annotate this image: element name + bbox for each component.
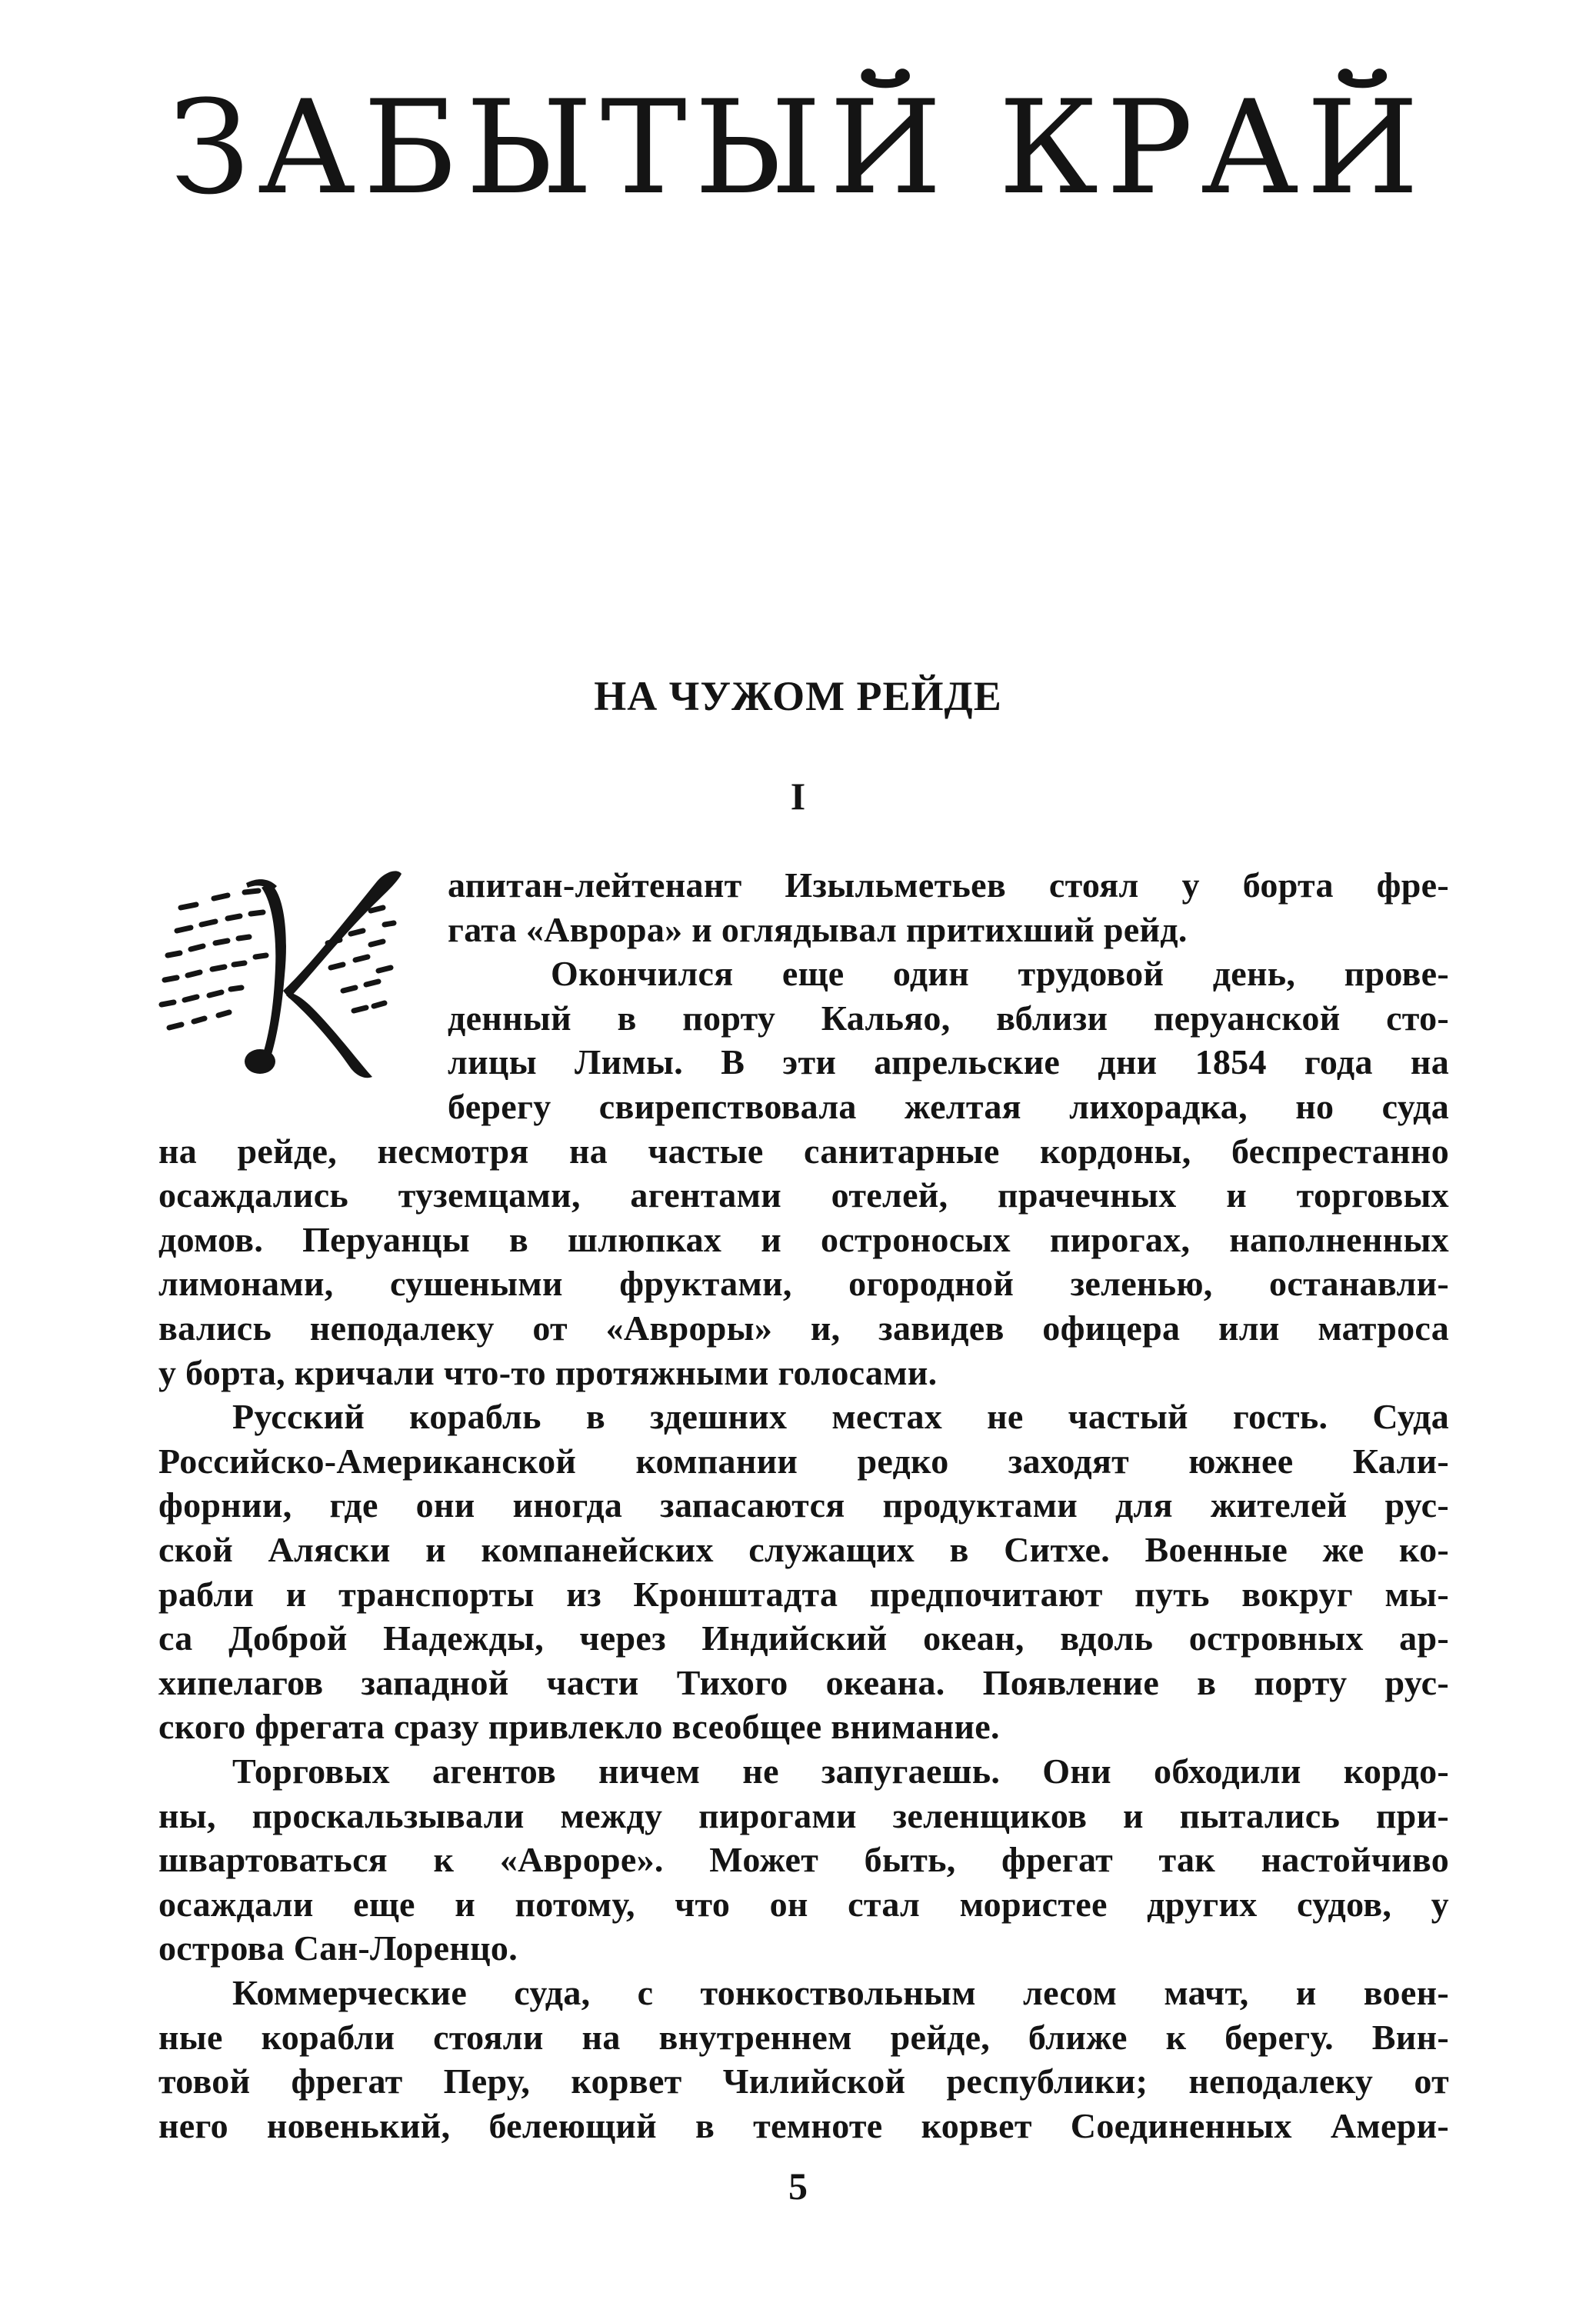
text-line: Российско-Американской компании редко заходят южнее Кали- — [158, 1441, 1449, 1481]
chapter-title: НА ЧУЖОМ РЕЙДЕ — [594, 673, 1002, 719]
text-line: швартоваться к «Авроре». Может быть, фрегат так настойчиво — [158, 1840, 1449, 1880]
text-line: осаждали еще и потому, что он стал мористее других судов, у — [158, 1884, 1449, 1924]
text-line: апитан-лейтенант Изыльметьев стоял у борта фре- — [448, 865, 1449, 905]
text-line: него новенький, белеющий в темноте корвет Соединенных Амери- — [158, 2105, 1449, 2145]
text-line: лицы Лимы. В эти апрельские дни 1854 года на — [448, 1042, 1449, 1082]
paragraph-2 — [158, 952, 1449, 1395]
text-line: у борта, кричали что-то протяжными голосами. — [158, 1352, 938, 1392]
text-line: Торговых агентов ничем не запугаешь. Они обходили кордо- — [232, 1751, 1449, 1791]
text-line: форнии, где они иногда запасаются продуктами для жителей рус- — [158, 1485, 1449, 1525]
text-line: Русский корабль в здешних местах не частый гость. Суда — [232, 1397, 1449, 1437]
text-line: рабли и транспорты из Кронштадта предпочитают путь вокруг мы- — [158, 1574, 1449, 1614]
text-line: хипелагов западной части Тихого океана. Появление в порту рус- — [158, 1662, 1449, 1702]
page-number: 5 — [788, 2165, 808, 2208]
section-number: I — [790, 775, 806, 818]
text-line: ского фрегата сразу привлекло всеобщее внимание. — [158, 1707, 1000, 1747]
text-line: на рейде, несмотря на частые санитарные кордоны, беспрестанно — [158, 1131, 1449, 1171]
text-line: товой фрегат Перу, корвет Чилийской республики; неподалеку от — [158, 2061, 1449, 2101]
text-line: вались неподалеку от «Авроры» и, завидев офицера или матроса — [158, 1308, 1449, 1348]
paragraph-3 — [158, 1395, 1449, 1749]
paragraph-4 — [158, 1749, 1449, 1971]
text-line: домов. Перуанцы в шлюпках и остроносых пирогах, наполненных — [158, 1219, 1449, 1259]
text-line: гата «Аврора» и оглядывал притихший рейд. — [448, 909, 1188, 949]
part-title: ЗАБЫТЫЙ КРАЙ — [169, 72, 1427, 223]
text-line: ской Аляски и компанейских служащих в Ситхе. Военные же ко- — [158, 1529, 1449, 1569]
text-line: берегу свирепствовала желтая лихорадка, но суда — [448, 1086, 1449, 1126]
text-line: Коммерческие суда, с тонкоствольным лесом мачт, и воен- — [232, 1973, 1449, 2012]
text-line: осаждались туземцами, агентами отелей, прачечных и торговых — [158, 1175, 1449, 1215]
text-line: са Доброй Надежды, через Индийский океан, вдоль островных ар- — [158, 1618, 1449, 1658]
paragraph-1 — [448, 863, 1449, 952]
text-line: денный в порту Кальяо, вблизи перуанской сто- — [448, 998, 1449, 1038]
text-line: ные корабли стояли на внутреннем рейде, ближе к берегу. Вин- — [158, 2017, 1449, 2057]
paragraph-5 — [158, 1971, 1449, 2148]
text-line: лимонами, сушеными фруктами, огородной зеленью, останавли- — [158, 1264, 1449, 1304]
text-line: ны, проскальзывали между пирогами зеленщиков и пытались при- — [158, 1795, 1449, 1835]
text-line: острова Сан-Лоренцо. — [158, 1928, 518, 1968]
text-line: Окончился еще один трудовой день, прове- — [551, 954, 1449, 994]
